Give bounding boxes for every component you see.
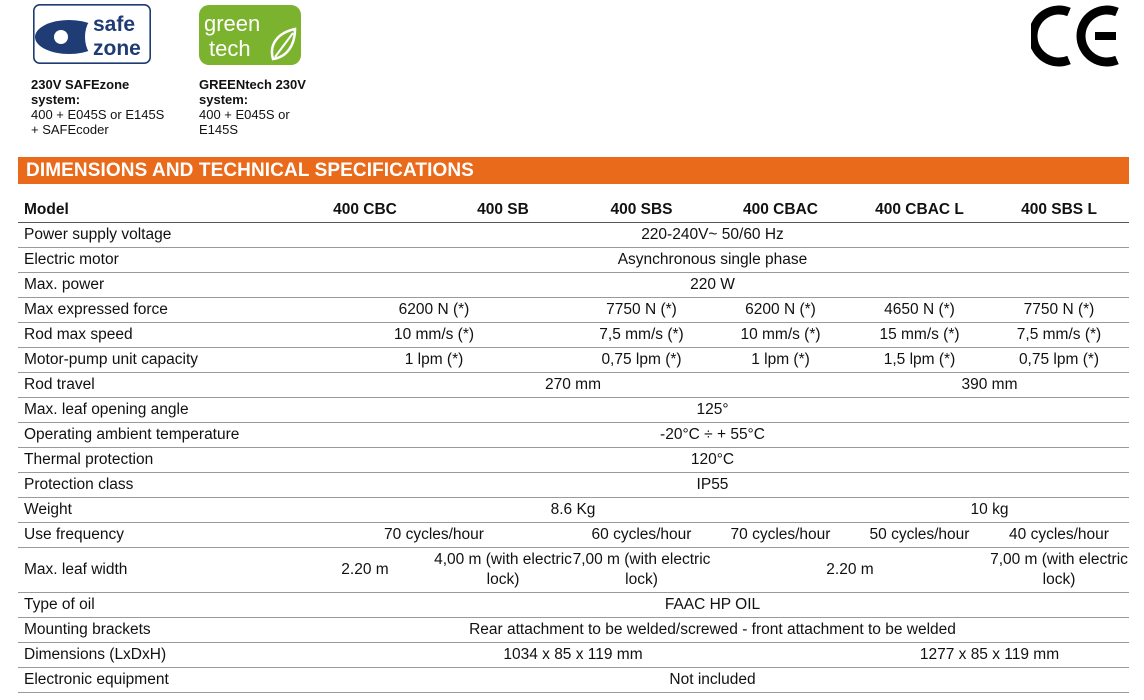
spec-label: Protection class <box>18 473 296 498</box>
spec-value: 220-240V~ 50/60 Hz <box>296 223 1129 248</box>
spec-label: Max. leaf width <box>18 548 296 593</box>
svg-text:zone: zone <box>93 37 141 60</box>
spec-value: 1034 x 85 x 119 mm <box>296 643 850 668</box>
spec-label: Max. leaf opening angle <box>18 398 296 423</box>
spec-value: 10 mm/s (*) <box>296 323 572 348</box>
header-model-name: 400 SBS L <box>989 198 1129 223</box>
spec-value: 1 lpm (*) <box>296 348 572 373</box>
section-title-bar <box>18 157 1129 184</box>
header-model: Model <box>18 198 296 223</box>
table-row <box>18 223 1129 248</box>
spec-value: 125° <box>296 398 1129 423</box>
spec-value: 120°C <box>296 448 1129 473</box>
spec-value: FAAC HP OIL <box>296 593 1129 618</box>
header-model-name: 400 SB <box>434 198 572 223</box>
spec-label: Use frequency <box>18 523 296 548</box>
table-row <box>18 373 1129 398</box>
spec-value: 70 cycles/hour <box>296 523 572 548</box>
spec-value: 0,75 lpm (*) <box>572 348 711 373</box>
spec-value: Rear attachment to be welded/screwed - front attachment to be welded <box>296 618 1129 643</box>
header-model-name: 400 CBAC <box>711 198 850 223</box>
table-row <box>18 523 1129 548</box>
svg-text:tech: tech <box>209 36 251 61</box>
spec-value: 70 cycles/hour <box>711 523 850 548</box>
spec-value: Asynchronous single phase <box>296 248 1129 273</box>
spec-value: 4650 N (*) <box>850 298 989 323</box>
spec-value: -20°C ÷ + 55°C <box>296 423 1129 448</box>
table-row <box>18 593 1129 618</box>
spec-value: 270 mm <box>296 373 850 398</box>
spec-label: Max expressed force <box>18 298 296 323</box>
table-row <box>18 668 1129 693</box>
spec-value: Not included <box>296 668 1129 693</box>
spec-label: Rod travel <box>18 373 296 398</box>
spec-value: 390 mm <box>850 373 1129 398</box>
spec-value: 7750 N (*) <box>572 298 711 323</box>
ce-mark <box>1031 4 1123 68</box>
spec-label: Motor-pump unit capacity <box>18 348 296 373</box>
safezone-caption-line: 400 + E045S or E145S <box>31 107 165 122</box>
table-row <box>18 423 1129 448</box>
table-row <box>18 248 1129 273</box>
greentech-logo <box>199 5 301 65</box>
table-header-row <box>18 198 1129 223</box>
spec-label: Electric motor <box>18 248 296 273</box>
spec-label: Max. power <box>18 273 296 298</box>
table-row <box>18 473 1129 498</box>
safezone-caption-title: 230V SAFEzone system: <box>31 77 130 107</box>
svg-text:safe: safe <box>93 13 136 36</box>
table-row <box>18 643 1129 668</box>
spec-value: 7,5 mm/s (*) <box>572 323 711 348</box>
spec-label: Weight <box>18 498 296 523</box>
spec-value: 10 mm/s (*) <box>711 323 850 348</box>
spec-value: 1 lpm (*) <box>711 348 850 373</box>
spec-value: 1277 x 85 x 119 mm <box>850 643 1129 668</box>
svg-text:green: green <box>204 11 261 36</box>
greentech-caption <box>199 77 309 137</box>
safezone-caption-line: + SAFEcoder <box>31 122 109 137</box>
spec-label: Mounting brackets <box>18 618 296 643</box>
spec-value: 6200 N (*) <box>711 298 850 323</box>
spec-value: 40 cycles/hour <box>989 523 1129 548</box>
table-row <box>18 618 1129 643</box>
spec-value: IP55 <box>296 473 1129 498</box>
greentech-caption-line: 400 + E045S or <box>199 107 290 122</box>
table-row <box>18 548 1129 593</box>
section-title: DIMENSIONS AND TECHNICAL SPECIFICATIONS <box>26 160 474 181</box>
spec-value: 7,00 m (with electric lock) <box>989 548 1129 593</box>
spec-value: 10 kg <box>850 498 1129 523</box>
spec-value: 50 cycles/hour <box>850 523 989 548</box>
spec-value: 15 mm/s (*) <box>850 323 989 348</box>
greentech-caption-title: GREENtech 230V system: <box>199 77 306 107</box>
spec-value: 220 W <box>296 273 1129 298</box>
spec-label: Rod max speed <box>18 323 296 348</box>
spec-table <box>18 198 1129 693</box>
table-row <box>18 323 1129 348</box>
spec-value: 2.20 m <box>296 548 434 593</box>
table-row <box>18 298 1129 323</box>
spec-label: Thermal protection <box>18 448 296 473</box>
spec-value: 8.6 Kg <box>296 498 850 523</box>
spec-label: Electronic equipment <box>18 668 296 693</box>
spec-label: Power supply voltage <box>18 223 296 248</box>
table-row <box>18 273 1129 298</box>
spec-value: 2.20 m <box>711 548 989 593</box>
table-row <box>18 398 1129 423</box>
safezone-caption <box>31 77 164 137</box>
greentech-caption-line: E145S <box>199 122 239 137</box>
header-model-name: 400 CBAC L <box>850 198 989 223</box>
header-model-name: 400 SBS <box>572 198 711 223</box>
table-row <box>18 498 1129 523</box>
spec-table-body <box>18 198 1129 693</box>
spec-value: 6200 N (*) <box>296 298 572 323</box>
table-row <box>18 448 1129 473</box>
spec-value: 1,5 lpm (*) <box>850 348 989 373</box>
spec-value: 7,00 m (with electric lock) <box>572 548 711 593</box>
spec-value: 60 cycles/hour <box>572 523 711 548</box>
spec-label: Type of oil <box>18 593 296 618</box>
header-model-name: 400 CBC <box>296 198 434 223</box>
spec-value: 0,75 lpm (*) <box>989 348 1129 373</box>
spec-value: 4,00 m (with electric lock) <box>434 548 572 593</box>
safezone-logo <box>33 4 151 64</box>
spec-value: 7,5 mm/s (*) <box>989 323 1129 348</box>
spec-label: Dimensions (LxDxH) <box>18 643 296 668</box>
spec-value: 7750 N (*) <box>989 298 1129 323</box>
table-row <box>18 348 1129 373</box>
spec-label: Operating ambient temperature <box>18 423 296 448</box>
